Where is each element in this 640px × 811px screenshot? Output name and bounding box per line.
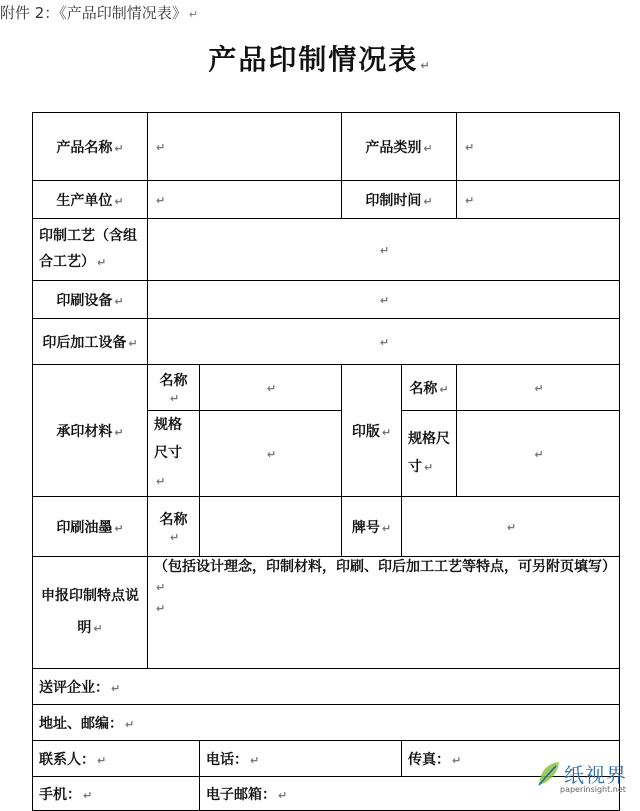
plate-label: 印版 ↵	[342, 365, 402, 497]
print-process-field[interactable]: ↵	[148, 219, 620, 281]
address-field[interactable]: 地址、邮编： ↵	[33, 705, 620, 741]
print-time-label: 印制时间 ↵	[342, 181, 457, 219]
producer-label: 生产单位 ↵	[33, 181, 148, 219]
post-press-equipment-field[interactable]: ↵	[148, 319, 620, 365]
product-name-label: 产品名称 ↵	[33, 113, 148, 181]
feature-hint: （包括设计理念，印制材料，印刷、印后加工工艺等特点，可另附页填写）	[154, 559, 616, 575]
fax-field[interactable]: 传真： ↵	[402, 741, 620, 777]
substrate-spec-label: 规格尺寸↵	[148, 411, 200, 497]
ink-name-label: 名称↵	[148, 497, 200, 557]
plate-spec-label: 规格尺寸 ↵	[402, 411, 457, 497]
plate-spec-field[interactable]: ↵	[457, 411, 620, 497]
product-name-field[interactable]: ↵	[148, 113, 342, 181]
substrate-name-label: 名称↵	[148, 365, 200, 411]
leaf-icon	[536, 759, 562, 789]
feature-desc-field[interactable]: （包括设计理念，印制材料，印刷、印后加工工艺等特点，可另附页填写）↵ ↵	[148, 557, 620, 669]
post-press-equipment-label: 印后加工设备 ↵	[33, 319, 148, 365]
watermark-logo	[536, 755, 636, 797]
ink-label: 印刷油墨 ↵	[33, 497, 148, 557]
plate-name-field[interactable]: ↵	[457, 365, 620, 411]
producer-field[interactable]: ↵	[148, 181, 342, 219]
brand-field[interactable]: ↵	[402, 497, 620, 557]
attachment-label: 附件 2：《产品印制情况表》 ↵	[0, 4, 199, 22]
watermark-url: paperinsight.net	[560, 785, 626, 794]
substrate-spec-field[interactable]: ↵	[200, 411, 342, 497]
email-field[interactable]: 电子邮箱： ↵	[200, 777, 620, 811]
phone-field[interactable]: 电话： ↵	[200, 741, 402, 777]
printing-equipment-field[interactable]: ↵	[148, 281, 620, 319]
plate-name-label: 名称 ↵	[402, 365, 457, 411]
contact-field[interactable]: 联系人： ↵	[33, 741, 200, 777]
product-category-field[interactable]: ↵	[457, 113, 620, 181]
brand-label: 牌号 ↵	[342, 497, 402, 557]
feature-desc-label: 申报印制特点说明 ↵	[33, 557, 148, 669]
print-process-label: 印制工艺（含组合工艺） ↵	[33, 219, 148, 281]
watermark-text: 纸视界	[564, 763, 627, 787]
product-category-label: 产品类别 ↵	[342, 113, 457, 181]
substrate-name-field[interactable]: ↵	[200, 365, 342, 411]
printing-equipment-label: 印刷设备 ↵	[33, 281, 148, 319]
mobile-field[interactable]: 手机： ↵	[33, 777, 200, 811]
submitting-company-field[interactable]: 送评企业： ↵	[33, 669, 620, 705]
substrate-label: 承印材料 ↵	[33, 365, 148, 497]
ink-name-field[interactable]	[200, 497, 342, 557]
product-print-form	[32, 112, 620, 811]
print-time-field[interactable]: ↵	[457, 181, 620, 219]
page-title: 产品印制情况表 ↵	[208, 43, 432, 76]
